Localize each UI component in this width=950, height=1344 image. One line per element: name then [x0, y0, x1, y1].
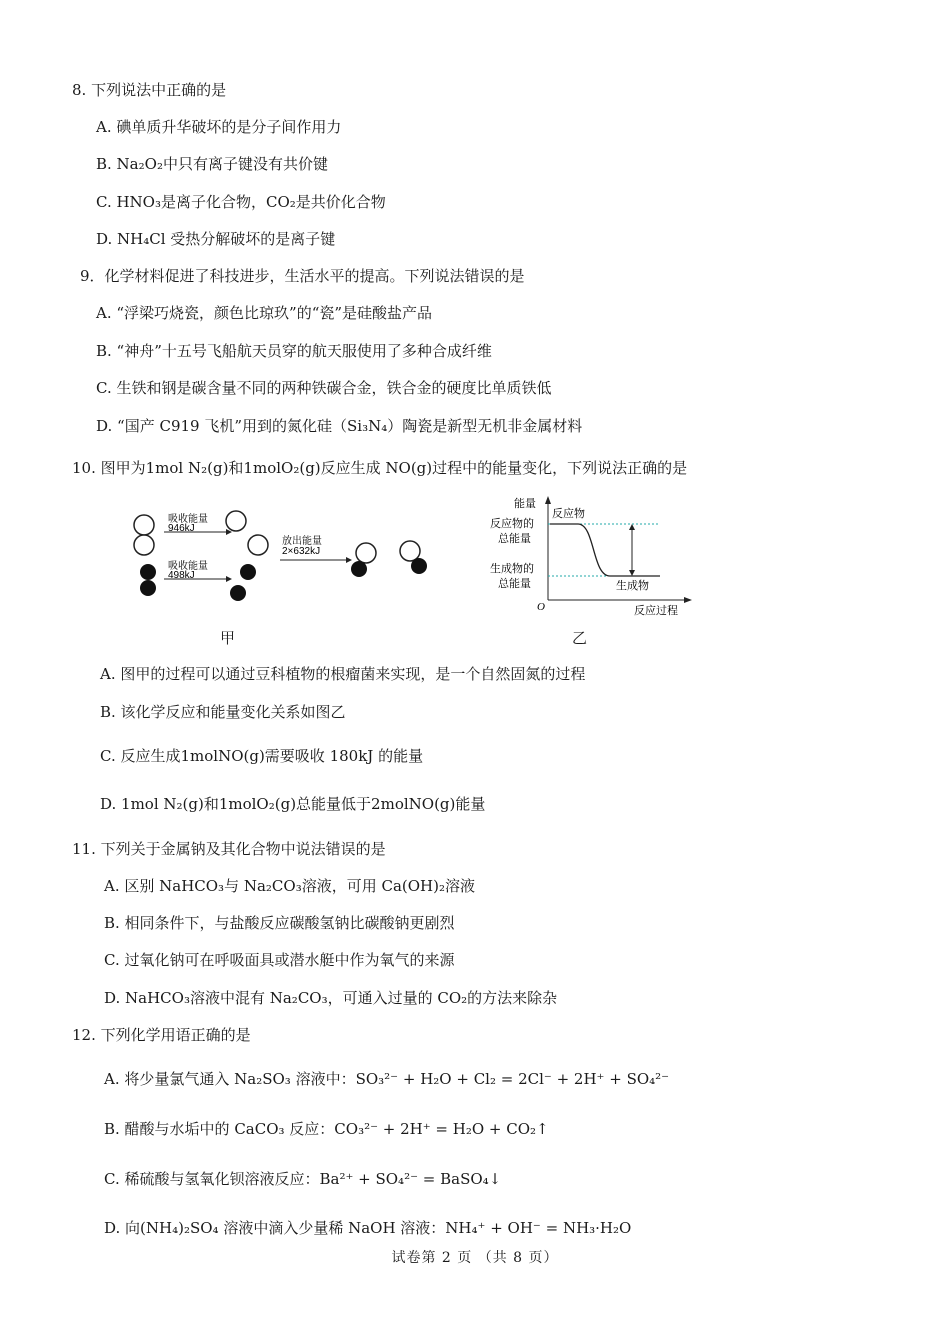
absorb1-value: 946kJ: [168, 523, 195, 534]
x-axis-label: 反应过程: [634, 605, 678, 617]
n-atom-2: [134, 535, 154, 555]
figure-yi: [480, 490, 700, 620]
q9-option-b: B. “神舟”十五号飞船航天员穿的航天服使用了多种合成纤维: [96, 342, 492, 360]
energy-curve: [550, 524, 660, 576]
reactant-total-label-1: 反应物的: [490, 518, 534, 530]
q11-option-d: D. NaHCO₃溶液中混有 Na₂CO₃，可通入过量的 CO₂的方法来除杂: [104, 989, 558, 1007]
q10-option-c: C. 反应生成1molNO(g)需要吸收 180kJ 的能量: [100, 747, 424, 765]
origin-label: O: [537, 601, 545, 613]
q8-option-b: B. Na₂O₂中只有离子键没有共价键: [96, 155, 328, 173]
no2-n-atom: [400, 541, 420, 561]
reactants-label: 反应物: [552, 508, 585, 520]
q10-option-d: D. 1mol N₂(g)和1molO₂(g)总能量低于2molNO(g)能量: [100, 795, 486, 813]
q12-option-a: A. 将少量氯气通入 Na₂SO₃ 溶液中：SO₃²⁻ + H₂O + Cl₂ = 2Cl⁻ + 2H⁺ + SO₄²⁻: [104, 1070, 670, 1088]
release-title: 放出能量: [282, 536, 322, 547]
n-atom-1: [134, 515, 154, 535]
free-n-atom-1: [226, 511, 246, 531]
free-n-atom-2: [248, 535, 268, 555]
q11-option-a: A. 区别 NaHCO₃与 Na₂CO₃溶液，可用 Ca(OH)₂溶液: [104, 877, 475, 895]
o-atom-2: [140, 580, 156, 596]
q9-option-c: C. 生铁和钢是碳含量不同的两种铁碳合金，铁合金的硬度比单质铁低: [96, 379, 552, 397]
no1-n-atom: [356, 543, 376, 563]
q8-option-c: C. HNO₃是离子化合物，CO₂是共价化合物: [96, 193, 386, 211]
q11-option-b: B. 相同条件下，与盐酸反应碳酸氢钠比碳酸钠更剧烈: [104, 914, 455, 932]
reactant-total-label-2: 总能量: [498, 533, 531, 545]
y-axis-arrowhead: [545, 496, 551, 504]
q11-stem: 11. 下列关于金属钠及其化合物中说法错误的是: [72, 840, 386, 858]
x-axis-arrowhead: [684, 597, 692, 603]
product-total-label-1: 生成物的: [490, 563, 534, 575]
q8-stem: 8. 下列说法中正确的是: [72, 81, 227, 99]
o-atom-1: [140, 564, 156, 580]
product-total-label-2: 总能量: [498, 578, 531, 590]
q9-option-d: D. “国产 C919 飞机”用到的氮化硅（Si₃N₄）陶瓷是新型无机非金属材料: [96, 417, 583, 435]
figure-jia-caption: 甲: [220, 629, 236, 647]
absorb2-value: 498kJ: [168, 570, 195, 581]
absorb2-title: 吸收能量: [168, 561, 208, 572]
q12-option-c: C. 稀硫酸与氢氧化钡溶液反应：Ba²⁺ + SO₄²⁻ = BaSO₄↓: [104, 1170, 502, 1188]
q8-option-d: D. NH₄Cl 受热分解破坏的是离子键: [96, 230, 336, 248]
q10-option-b: B. 该化学反应和能量变化关系如图乙: [100, 703, 346, 721]
energy-diff-arrowhead-top: [629, 524, 635, 530]
q12-option-b: B. 醋酸与水垢中的 CaCO₃ 反应：CO₃²⁻ + 2H⁺ = H₂O + CO₂↑: [104, 1120, 549, 1138]
q9-option-a: A. “浮梁巧烧瓷，颜色比琼玖”的“瓷”是硅酸盐产品: [96, 304, 433, 322]
q10-option-a: A. 图甲的过程可以通过豆科植物的根瘤菌来实现，是一个自然固氮的过程: [100, 665, 586, 683]
q12-stem: 12. 下列化学用语正确的是: [72, 1026, 251, 1044]
y-axis-label: 能量: [514, 498, 536, 510]
no1-o-atom: [351, 561, 367, 577]
q9-stem: 9．化学材料促进了科技进步，生活水平的提高。下列说法错误的是: [80, 267, 525, 285]
q8-option-a: A. 碘单质升华破坏的是分子间作用力: [96, 118, 342, 136]
q11-option-c: C. 过氧化钠可在呼吸面具或潜水艇中作为氧气的来源: [104, 951, 455, 969]
absorb-arrowhead-2: [226, 576, 232, 582]
figure-yi-caption: 乙: [572, 629, 588, 647]
free-o-atom-1: [240, 564, 256, 580]
q12-option-d: D. 向(NH₄)₂SO₄ 溶液中滴入少量稀 NaOH 溶液：NH₄⁺ + OH⁻ = NH₃·H₂O: [104, 1219, 632, 1237]
products-label: 生成物: [616, 580, 649, 592]
q10-stem: 10. 图甲为1mol N₂(g)和1molO₂(g)反应生成 NO(g)过程中的能量变化，下列说法正确的是: [72, 459, 688, 477]
release-arrowhead: [346, 557, 352, 563]
absorb1-title: 吸收能量: [168, 514, 208, 525]
energy-diff-arrowhead-bottom: [629, 570, 635, 576]
figure-jia: [120, 495, 460, 615]
no2-o-atom: [411, 558, 427, 574]
page-footer: 试卷第 2 页 （共 8 页）: [391, 1250, 559, 1266]
free-o-atom-2: [230, 585, 246, 601]
release-value: 2×632kJ: [282, 546, 321, 557]
